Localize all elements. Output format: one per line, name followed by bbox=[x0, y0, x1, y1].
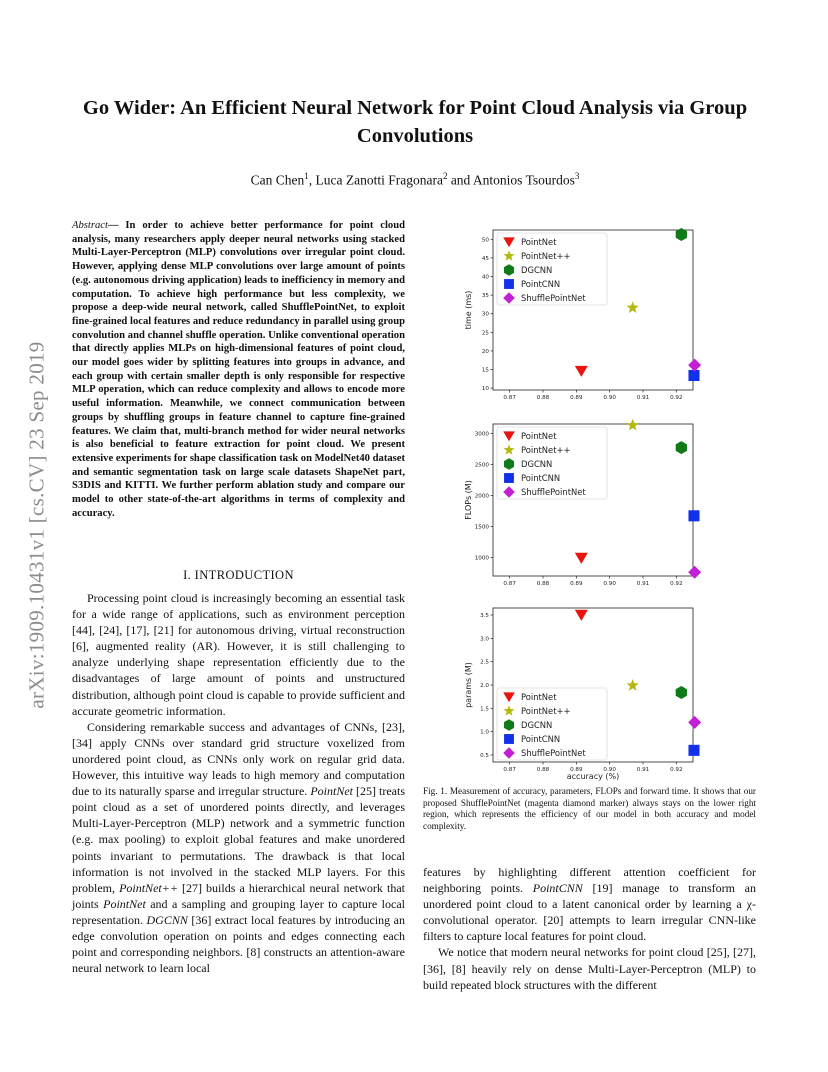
abstract-label: Abstract bbox=[72, 220, 108, 231]
left-column-body bbox=[72, 590, 405, 976]
x-axis-label: accuracy (%) bbox=[566, 772, 620, 781]
author-3: and Antonios Tsourdos bbox=[447, 172, 575, 188]
y-tick-label: 0.5 bbox=[480, 753, 489, 759]
method-name: PointNet bbox=[310, 784, 353, 799]
affiliation-mark-2: 2 bbox=[442, 171, 448, 181]
legend-label: DGCNN bbox=[521, 720, 553, 730]
text-run: features by highlighting different attention coefficient for neighboring points. bbox=[423, 865, 756, 896]
legend-label: PointCNN bbox=[521, 473, 561, 483]
text-run: [27] builds a hierarchical neural network that joints bbox=[72, 880, 405, 911]
legend-label: PointNet bbox=[521, 237, 557, 247]
data-point bbox=[676, 686, 687, 699]
x-tick-label: 0.92 bbox=[670, 395, 683, 401]
intro-paragraph-2 bbox=[72, 719, 405, 977]
affiliation-mark-1: 1 bbox=[304, 171, 309, 181]
scatter-charts bbox=[460, 228, 710, 788]
author-line bbox=[70, 171, 760, 189]
method-name: PointNet bbox=[103, 896, 146, 911]
y-tick-label: 3.5 bbox=[480, 613, 489, 619]
arxiv-id: arXiv:1909.10431v1 [cs.CV] 23 Sep 2019 bbox=[24, 341, 49, 709]
x-tick-label: 0.90 bbox=[603, 767, 616, 773]
y-tick-label: 3.0 bbox=[480, 636, 489, 643]
right-column-body bbox=[423, 864, 756, 993]
x-tick-label: 0.91 bbox=[636, 767, 650, 773]
data-point bbox=[688, 510, 699, 521]
x-tick-label: 0.87 bbox=[503, 767, 516, 773]
data-point bbox=[626, 419, 638, 431]
y-tick-label: 1.5 bbox=[480, 706, 489, 713]
y-tick-label: 1.0 bbox=[480, 729, 489, 736]
x-tick-label: 0.87 bbox=[503, 581, 516, 587]
y-tick-label: 3000 bbox=[474, 431, 489, 438]
legend-label: DGCNN bbox=[521, 459, 553, 469]
y-axis-label: params (M) bbox=[464, 662, 473, 708]
data-point bbox=[688, 370, 699, 381]
data-point bbox=[676, 441, 687, 454]
chart-panel-2 bbox=[464, 419, 701, 587]
intro-paragraph-1: Processing point cloud is increasingly becoming an essential task for a wide range of applications, such as environment perception [44], [24], [17], [21] for autonomous driving, virtual reconstruction [6], augmented reality (AR). However, it is still challenging to analyze underlying shape representation efficiently due to the disadvantages of large amount of points and unstructured distribution, although point cloud is capable to provide sufficient and accurate geometric information. bbox=[72, 591, 405, 718]
x-tick-label: 0.87 bbox=[503, 395, 516, 401]
x-tick-label: 0.92 bbox=[670, 767, 683, 773]
y-tick-label: 2000 bbox=[474, 493, 489, 500]
legend-marker bbox=[504, 473, 514, 483]
text-run: and a sampling and grouping layer to capture local representation. bbox=[72, 896, 406, 927]
x-tick-label: 0.89 bbox=[570, 395, 583, 401]
abstract bbox=[72, 219, 405, 520]
legend-label: DGCNN bbox=[521, 265, 553, 275]
author-1: Can Chen bbox=[250, 172, 305, 188]
right-paragraph-2: We notice that modern neural networks for point cloud [25], [27], [36], [8] heavily rely on dense Multi-Layer-Perceptron (MLP) to build repeated block structures with the different bbox=[423, 945, 756, 992]
legend-label: PointNet bbox=[521, 431, 557, 441]
data-point bbox=[575, 610, 588, 621]
y-tick-label: 45 bbox=[481, 255, 489, 262]
legend-marker bbox=[504, 279, 514, 289]
text-run: [25] treats point cloud as a set of unordered points directly, and leverages Multi-Layer-Perceptron (MLP) network and a symmetric function (e.g. max pooling) to exploit global features and make unordered points invariant to permutations. The drawback is that local information is not involved in the stacked MLP layers. For this problem, bbox=[72, 784, 405, 895]
y-tick-label: 20 bbox=[481, 348, 489, 355]
y-tick-label: 2.5 bbox=[480, 659, 489, 666]
y-axis-label: time (ms) bbox=[464, 290, 473, 330]
y-tick-label: 10 bbox=[481, 386, 489, 393]
legend-label: PointCNN bbox=[521, 279, 561, 289]
right-paragraph-1 bbox=[423, 864, 756, 944]
text-run: Considering remarkable success and advantages of CNNs, [23], [34] apply CNNs over standard grid structure voxelized from unordered point cloud, as CNNs only work on regular grid data. However, this intuitive way leads to high memory and computation due to its naturally sparse and irregular structure. bbox=[72, 719, 405, 799]
method-name: PointCNN bbox=[532, 881, 583, 896]
data-point bbox=[688, 745, 699, 756]
data-point bbox=[626, 301, 638, 313]
y-axis-label: FLOPs (M) bbox=[464, 480, 473, 520]
chart-panel-3 bbox=[464, 608, 701, 781]
y-tick-label: 35 bbox=[481, 293, 489, 300]
section-heading: I. INTRODUCTION bbox=[183, 568, 294, 582]
y-tick-label: 25 bbox=[481, 330, 489, 337]
x-tick-label: 0.89 bbox=[570, 767, 583, 773]
text-run: [36] extract local features by introducing an edge convolution operation on points and edges connecting each point and corresponding neighbors. [8] constructs an attention-aware neural network to learn local bbox=[72, 912, 405, 976]
y-tick-label: 1500 bbox=[474, 524, 489, 531]
y-tick-label: 15 bbox=[481, 367, 489, 374]
text-run: [19] manage to transform an unordered point cloud to a latent canonical order by learning a χ-convolutional operator. [20] attempts to learn irregular CNN-like filters to capture local features for point cloud. bbox=[423, 881, 756, 944]
chart-panel-1 bbox=[464, 228, 701, 401]
y-tick-label: 50 bbox=[481, 237, 489, 244]
method-name: PointNet++ bbox=[119, 880, 178, 895]
legend-label: PointCNN bbox=[521, 734, 561, 744]
x-tick-label: 0.89 bbox=[570, 581, 583, 587]
x-tick-label: 0.88 bbox=[536, 767, 550, 773]
x-tick-label: 0.91 bbox=[636, 581, 650, 587]
y-tick-label: 2.0 bbox=[480, 683, 489, 689]
affiliation-mark-3: 3 bbox=[574, 171, 580, 181]
x-tick-label: 0.88 bbox=[536, 395, 550, 401]
method-name: DGCNN bbox=[146, 912, 188, 927]
legend-marker bbox=[504, 734, 514, 744]
x-tick-label: 0.92 bbox=[670, 581, 683, 587]
data-point bbox=[688, 566, 701, 579]
legend-label: PointNet++ bbox=[521, 251, 571, 261]
arxiv-stamp bbox=[22, 290, 52, 760]
data-point bbox=[626, 679, 638, 691]
x-tick-label: 0.88 bbox=[536, 581, 550, 587]
data-point bbox=[575, 553, 588, 564]
paper-title: Go Wider: An Efficient Neural Network for Point Cloud Analysis via Group Convolutions bbox=[82, 97, 748, 147]
y-tick-label: 1000 bbox=[474, 555, 489, 562]
author-2: , Luca Zanotti Fragonara bbox=[308, 172, 443, 188]
figure-1 bbox=[460, 228, 710, 788]
figure-caption: Fig. 1. Measurement of accuracy, parameters, FLOPs and forward time. It shows that our proposed ShufflePointNet (magenta diamond marker) always stays on the lower right region, which represents the efficiency of our model in both accuracy and model complexity. bbox=[423, 786, 756, 831]
data-point bbox=[688, 716, 701, 729]
legend-label: PointNet++ bbox=[521, 706, 571, 716]
data-point bbox=[688, 359, 701, 372]
legend-label: ShufflePointNet bbox=[521, 748, 586, 758]
legend-label: ShufflePointNet bbox=[521, 293, 586, 303]
abstract-text: — In order to achieve better performance for point cloud analysis, many researchers apply deeper neural networks using stacked Multi-Layer-Perceptron (MLP) convolutions over irregular point cloud. However, applying dense MLP convolutions over large amount of points (e.g. autonomous driving application) leads to inefficiency in memory and computation. To achieve high performance but less complexity, we propose a deep-wide neural network, called ShufflePointNet, to exploit fine-grained local features and reduce redundancy in parallel using group convolution and channel shuffle operation. Unlike conventional operation that directly applies MLPs on high-dimensional features of point cloud, our model goes wider by splitting features into groups in advance, and each group with certain smaller depth is only responsible for respective MLP operation, which can reduce complexity and allows to encode more useful information. Meanwhile, we connect communication between groups by shuffling groups in feature channel to capture fine-grained features. We claim that, multi-branch method for wider neural networks is also beneficial to feature extraction for point cloud. We present extensive experiments for shape classification task on ModelNet40 dataset and semantic segmentation task on large scale datasets ShapeNet part, S3DIS and KITTI. We further perform ablation study and compare our model to other state-of-the-art algorithms in terms of complexity and accuracy. bbox=[72, 220, 405, 519]
y-tick-label: 40 bbox=[481, 274, 489, 281]
x-tick-label: 0.90 bbox=[603, 581, 616, 587]
data-point bbox=[575, 366, 588, 377]
y-tick-label: 2500 bbox=[474, 462, 489, 469]
legend-label: PointNet++ bbox=[521, 445, 571, 455]
legend-label: ShufflePointNet bbox=[521, 487, 586, 497]
legend-label: PointNet bbox=[521, 692, 557, 702]
x-tick-label: 0.90 bbox=[603, 395, 616, 401]
y-tick-label: 30 bbox=[481, 311, 489, 318]
x-tick-label: 0.91 bbox=[636, 395, 650, 401]
